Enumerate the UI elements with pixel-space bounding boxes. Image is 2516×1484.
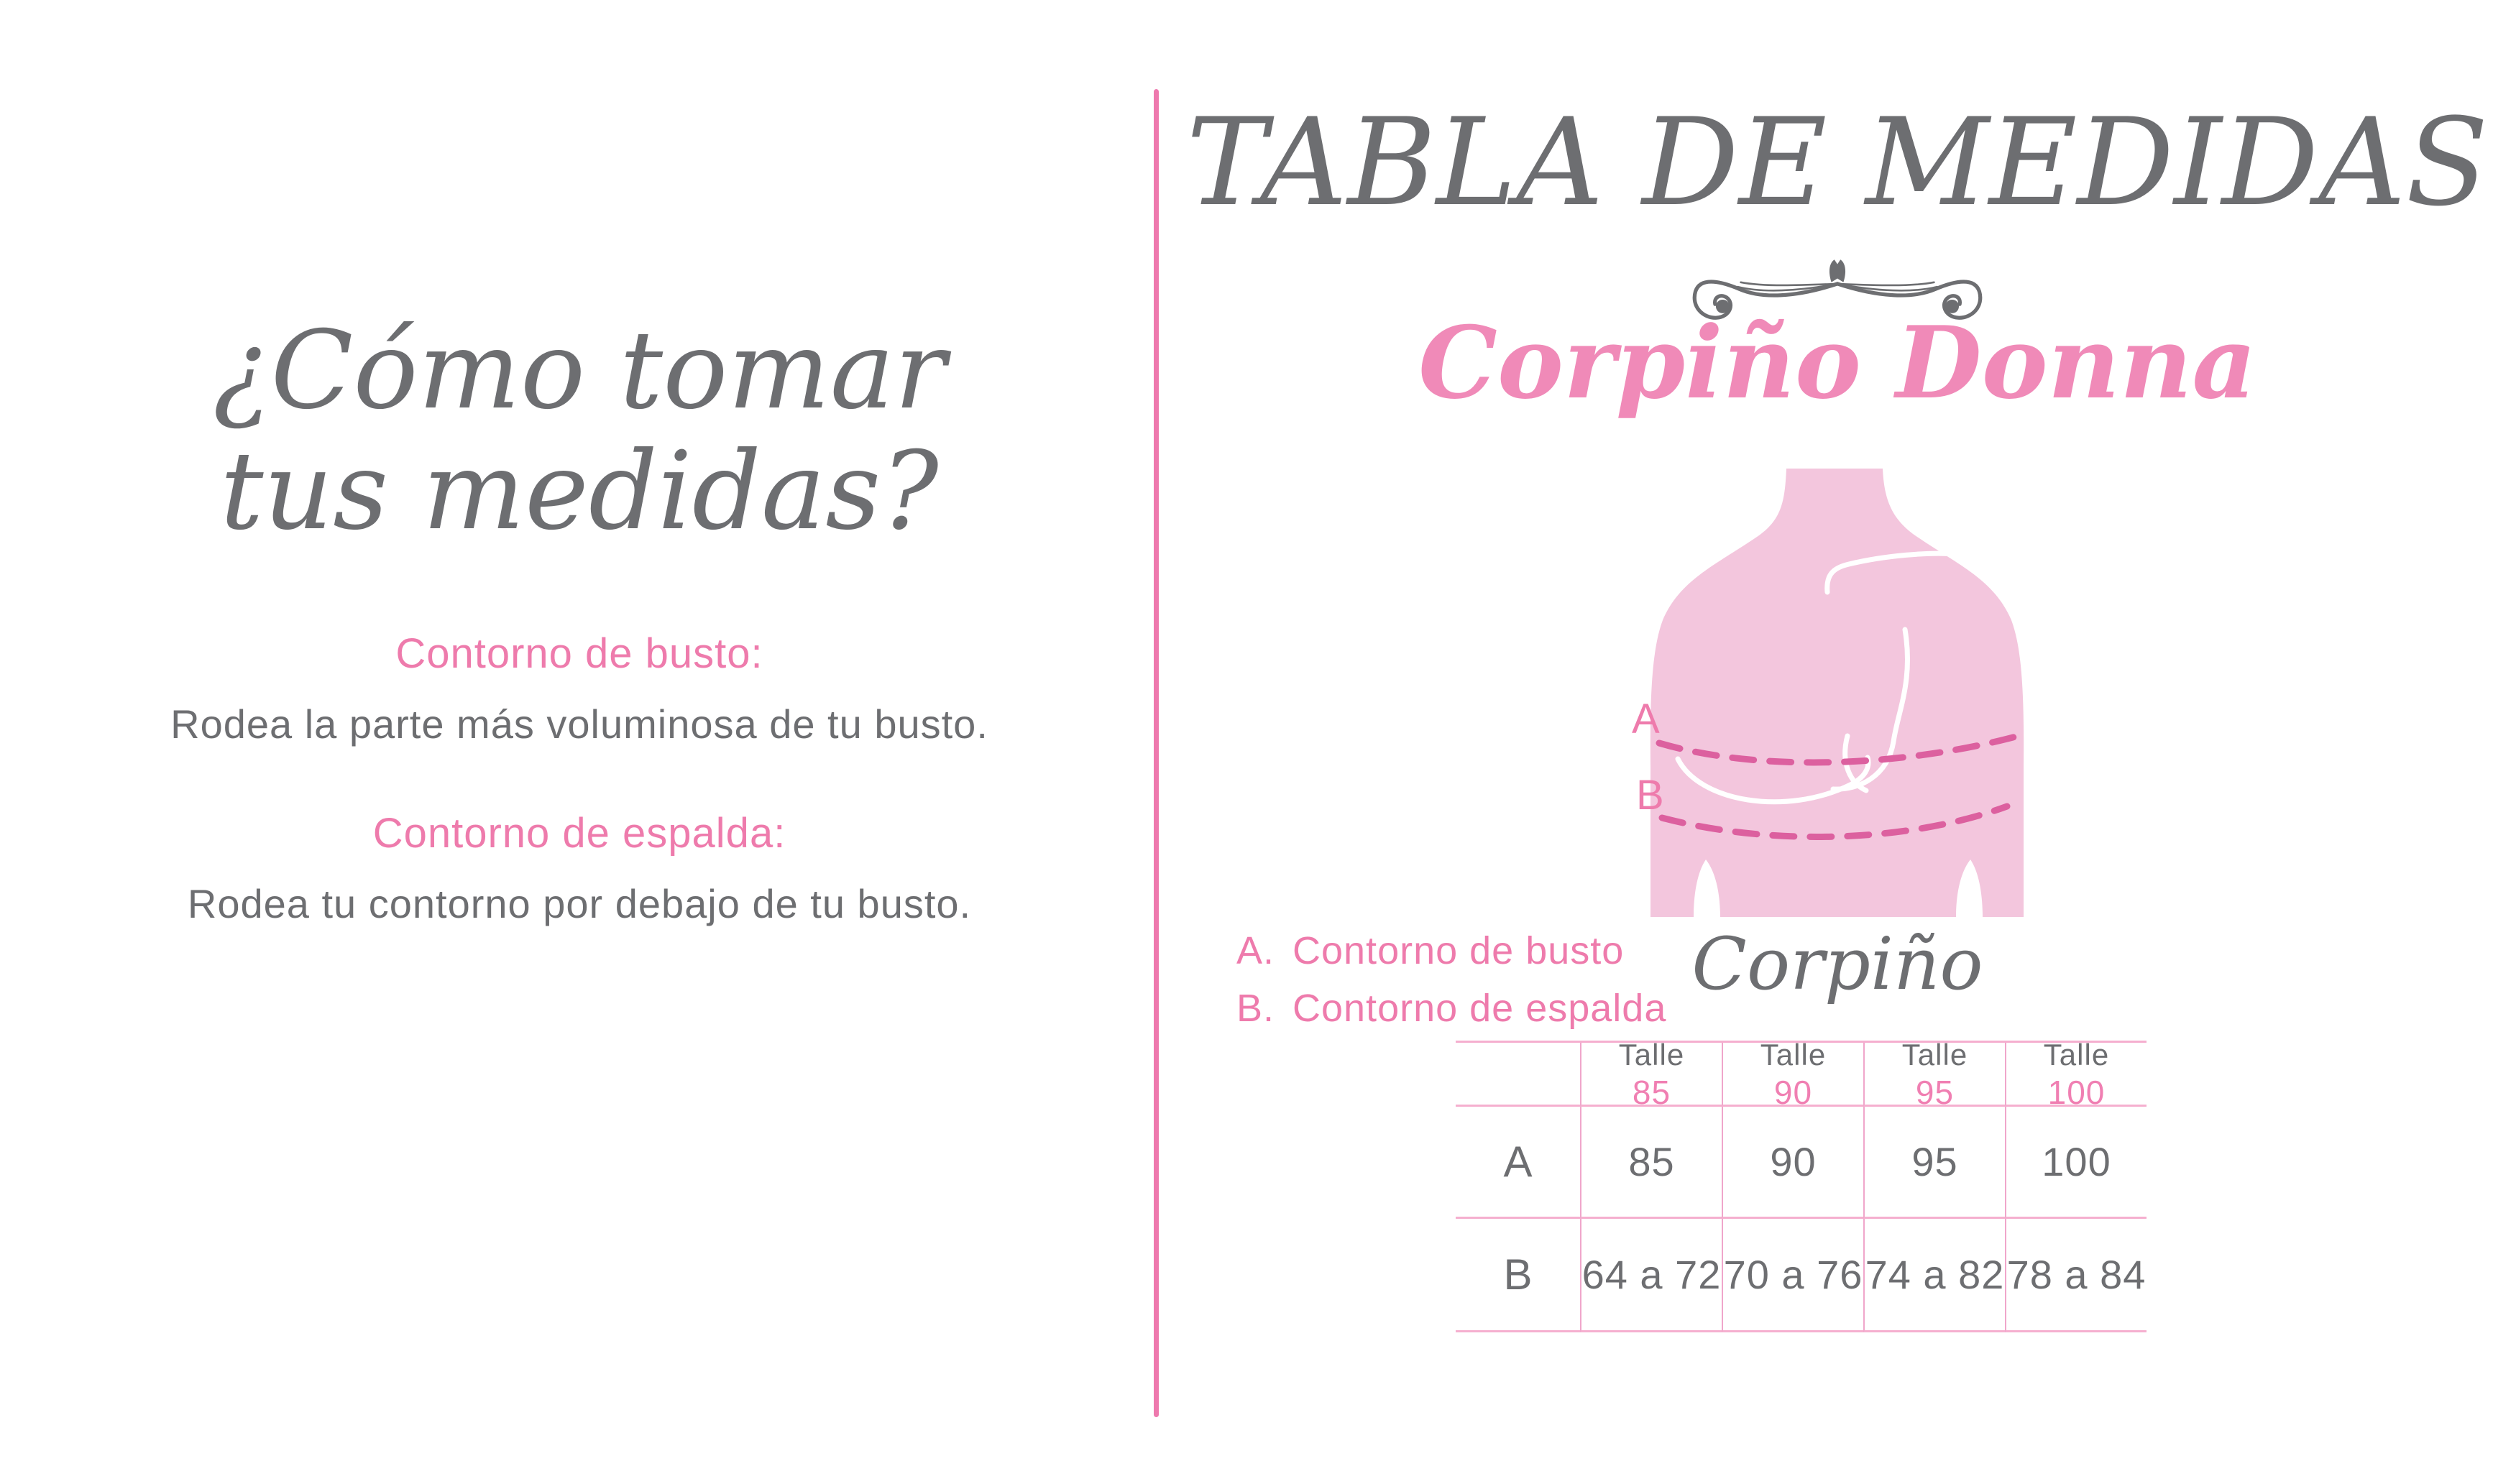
talle-word: Talle: [2043, 1038, 2110, 1071]
cell-value: 74 a 82: [1865, 1252, 2005, 1297]
row-b-cell-3: [1863, 1219, 2005, 1332]
cell-value: 78 a 84: [2006, 1252, 2147, 1297]
legend-item-back: [1236, 986, 1666, 1031]
table-header-size-95: [1863, 1038, 2005, 1111]
row-a-cell-3: [1863, 1107, 2005, 1219]
row-b-cell-1: [1580, 1219, 1722, 1332]
legend-item-bust: [1236, 928, 1666, 973]
marker-b-label: B: [1636, 772, 1664, 819]
size-85: 85: [1632, 1074, 1671, 1111]
product-name: Corpiño Donna: [1418, 304, 2256, 421]
back-section-text: Rodea tu contorno por debajo de tu busto.: [187, 880, 972, 926]
cell-value: 90: [1770, 1139, 1817, 1184]
talle-word: Talle: [1760, 1038, 1827, 1071]
size-100: 100: [2047, 1074, 2106, 1111]
cell-value: 95: [1911, 1139, 1958, 1184]
back-section-label: Contorno de espalda:: [372, 810, 786, 857]
bust-section-text: Rodea la parte más voluminosa de tu busto.: [170, 701, 988, 747]
page-title: TABLA DE MEDIDAS: [1186, 92, 2489, 233]
table-header-size-100: [2005, 1038, 2147, 1111]
vertical-divider: [1154, 89, 1159, 1417]
legend-key-a: A.: [1236, 929, 1275, 972]
size-95: 95: [1915, 1074, 1955, 1111]
row-b-cell-4: [2005, 1219, 2147, 1332]
bust-measure-section: [0, 631, 1159, 748]
size-chart-panel: [1159, 0, 2516, 1484]
how-to-measure-heading: [0, 310, 1159, 552]
legend-key-b: B.: [1236, 987, 1275, 1030]
diagram-caption: Corpiño: [1691, 922, 1983, 1006]
torso-silhouette: [1650, 469, 2024, 917]
torso-diagram: [1619, 466, 2057, 918]
marker-a-label: A: [1632, 696, 1660, 742]
talle-word: Talle: [1901, 1038, 1968, 1071]
back-measure-section: [0, 811, 1159, 928]
heading-line-1: ¿Cómo tomar: [213, 308, 946, 433]
row-a-cell-1: [1580, 1107, 1722, 1219]
table-header-size-90: [1722, 1038, 1863, 1111]
legend-label-back: Contorno de espalda: [1293, 987, 1667, 1030]
row-b-cell-2: [1722, 1219, 1863, 1332]
torso-illustration: [1619, 466, 2057, 918]
bust-section-label: Contorno de busto:: [395, 630, 763, 677]
legend-label-bust: Contorno de busto: [1293, 929, 1625, 972]
row-a-cell-2: [1722, 1107, 1863, 1219]
measure-legend: [1236, 928, 1666, 1043]
cell-value: 100: [2042, 1139, 2111, 1184]
heading-line-2: tus medidas?: [220, 429, 939, 554]
row-b-label-cell: [1456, 1219, 1580, 1332]
size-90: 90: [1773, 1074, 1813, 1111]
row-a-label: A: [1503, 1138, 1533, 1186]
row-a-cell-4: [2005, 1107, 2147, 1219]
how-to-measure-panel: [0, 0, 1159, 1484]
table-header-size-85: [1580, 1038, 1722, 1111]
cell-value: 70 a 76: [1723, 1252, 1863, 1297]
row-a-label-cell: [1456, 1107, 1580, 1219]
talle-word: Talle: [1618, 1038, 1685, 1071]
cell-value: 85: [1628, 1139, 1675, 1184]
row-b-label: B: [1503, 1250, 1533, 1299]
table-corner-cell: [1456, 1043, 1580, 1107]
cell-value: 64 a 72: [1581, 1252, 1722, 1297]
size-table: [1456, 1038, 2147, 1332]
